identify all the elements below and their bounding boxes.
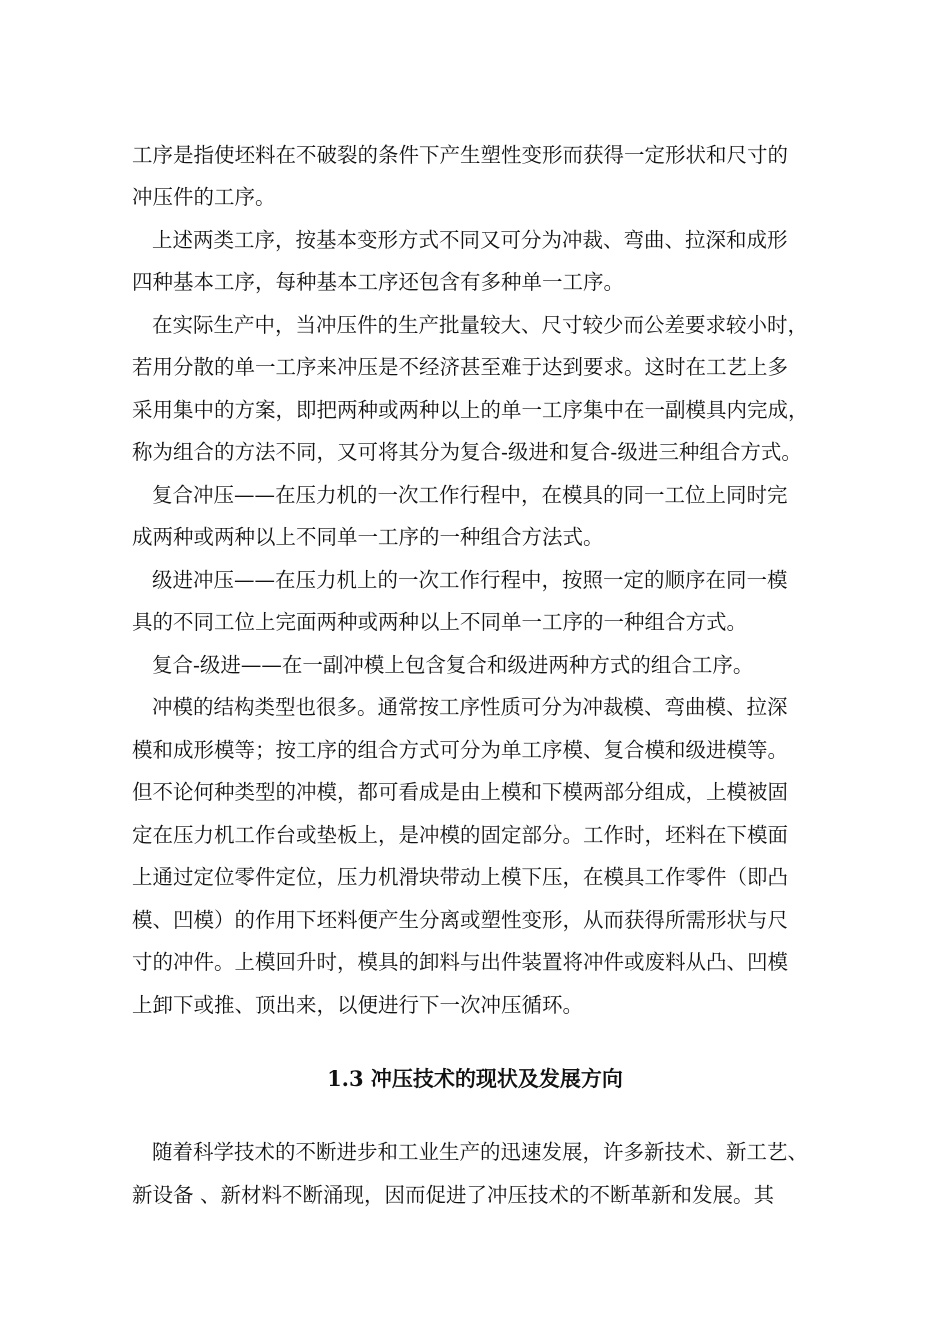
body-text-line: 冲压件的工序。 [132, 185, 276, 209]
body-text-line: 成两种或两种以上不同单一工序的一种组合方法式。 [132, 525, 604, 549]
body-text-line: 定在压力机工作台或垫板上，是冲模的固定部分。工作时，坯料在下模面 [132, 823, 788, 847]
paragraph-first-line: 在实际生产中，当冲压件的生产批量较大、尺寸较少而公差要求较小时， [152, 313, 808, 337]
paragraph-first-line: 复合冲压——在压力机的一次工作行程中，在模具的同一工位上同时完 [152, 483, 788, 507]
body-text-line: 上卸下或推、顶出来，以便进行下一次冲压循环。 [132, 993, 583, 1017]
section-heading: 1.3 冲压技术的现状及发展方向 [327, 1066, 623, 1091]
body-text-line: 具的不同工位上完面两种或两种以上不同单一工序的一种组合方式。 [132, 610, 747, 634]
body-text-line: 工序是指使坯料在不破裂的条件下产生塑性变形而获得一定形状和尺寸的 [132, 143, 788, 167]
paragraph-first-line: 级进冲压——在压力机上的一次工作行程中，按照一定的顺序在同一模 [152, 568, 788, 592]
body-text-line: 模和成形模等；按工序的组合方式可分为单工序模、复合模和级进模等。 [132, 738, 788, 762]
body-text-line: 模、凹模）的作用下坯料便产生分离或塑性变形，从而获得所需形状与尺 [132, 908, 788, 932]
body-text-line: 若用分散的单一工序来冲压是不经济甚至难于达到要求。这时在工艺上多 [132, 355, 788, 379]
body-text-line: 四种基本工序，每种基本工序还包含有多种单一工序。 [132, 270, 624, 294]
paragraph-first-line: 随着科学技术的不断进步和工业生产的迅速发展，许多新技术、新工艺、 [152, 1140, 808, 1164]
body-text-line: 但不论何种类型的冲模，都可看成是由上模和下模两部分组成，上模被固 [132, 780, 788, 804]
body-text-line: 采用集中的方案，即把两种或两种以上的单一工序集中在一副模具内完成， [132, 398, 809, 422]
body-text-line: 新设备 、新材料不断涌现，因而促进了冲压技术的不断革新和发展。其 [132, 1183, 775, 1207]
paragraph-first-line: 复合-级进——在一副冲模上包含复合和级进两种方式的组合工序。 [152, 653, 754, 677]
body-text-line: 称为组合的方法不同，又可将其分为复合-级进和复合-级进三种组合方式。 [132, 440, 802, 464]
paragraph-first-line: 上述两类工序，按基本变形方式不同又可分为冲裁、弯曲、拉深和成形 [152, 228, 788, 252]
body-text-line: 寸的冲件。上模回升时，模具的卸料与出件装置将冲件或废料从凸、凹模 [132, 950, 788, 974]
body-text-line: 上通过定位零件定位，压力机滑块带动上模下压，在模具工作零件（即凸 [132, 865, 788, 889]
paragraph-first-line: 冲模的结构类型也很多。通常按工序性质可分为冲裁模、弯曲模、拉深 [152, 695, 788, 719]
